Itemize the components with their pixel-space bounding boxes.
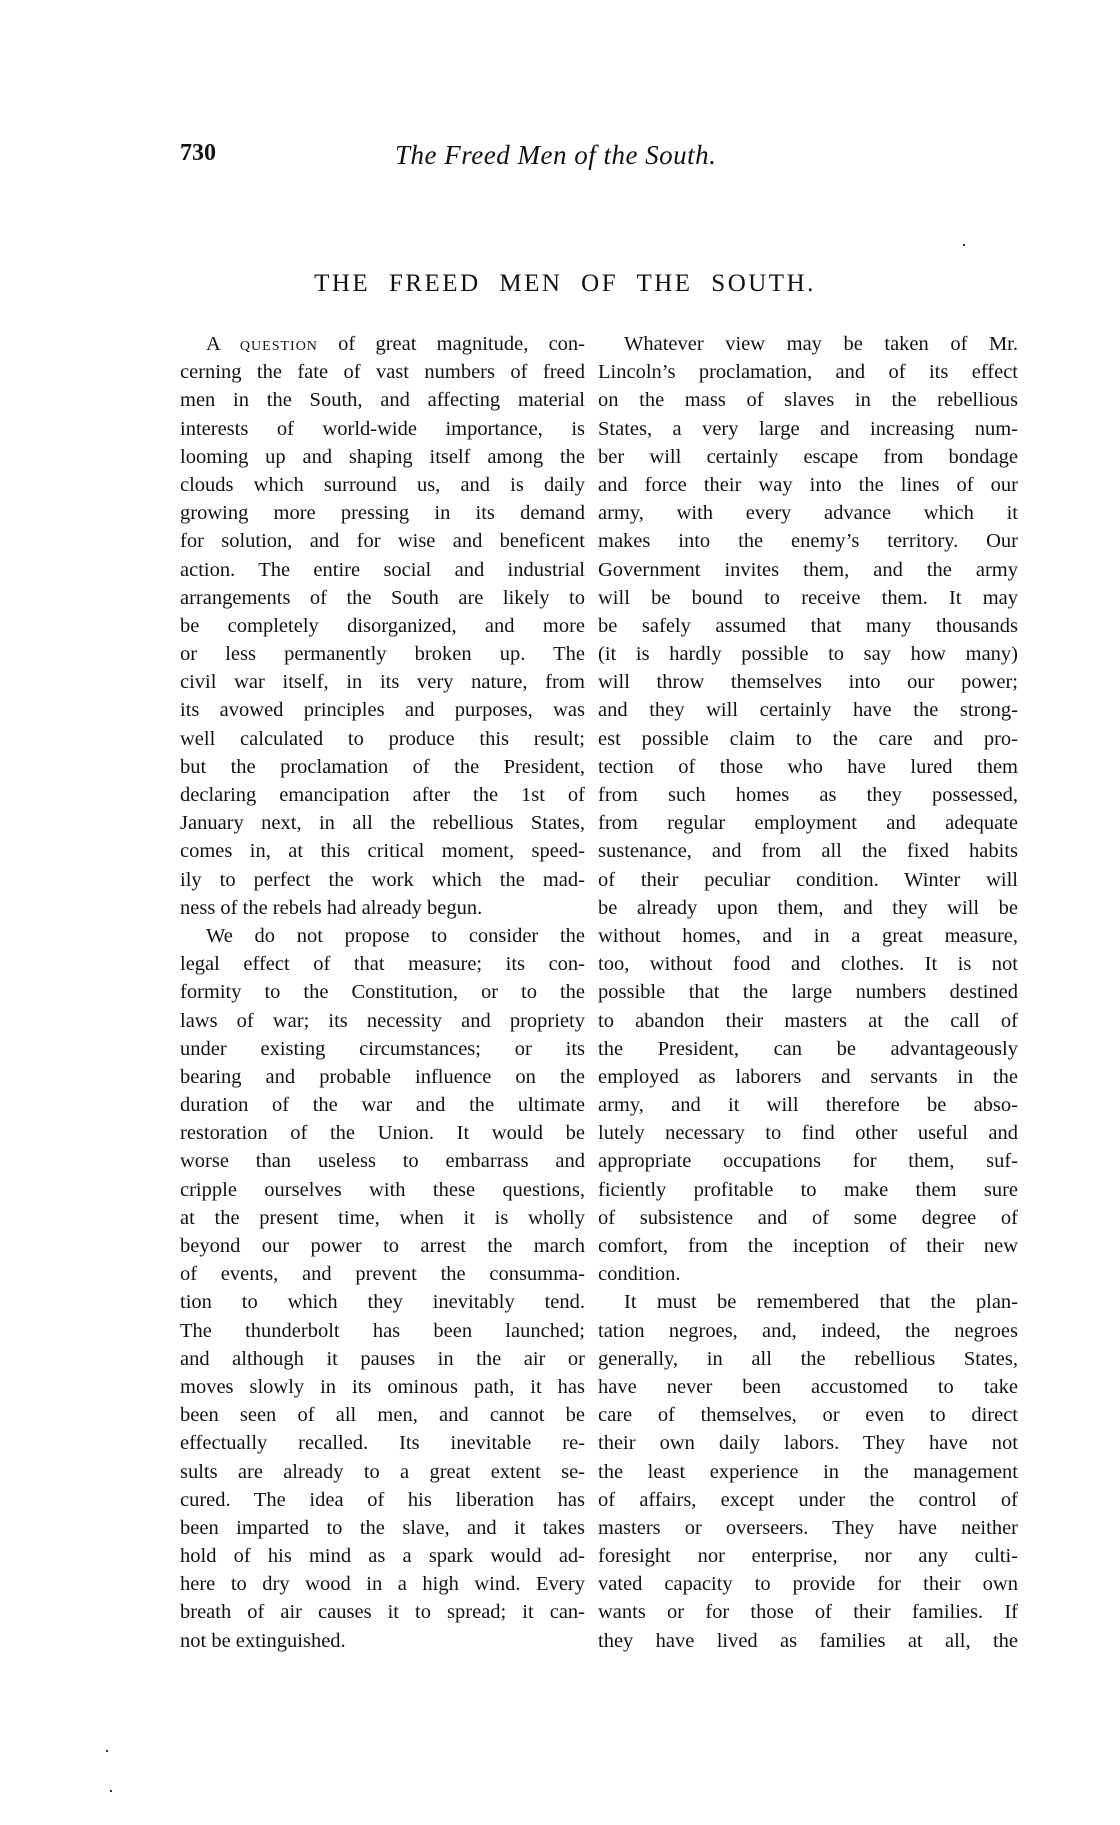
text-line: been imparted to the slave, and it takes xyxy=(180,1516,585,1539)
text-line: cerning the fate of vast numbers of freed xyxy=(180,361,585,384)
text-line: interests of world-wide importance, is xyxy=(180,417,585,440)
line-text: of great magnitude, con- xyxy=(317,333,585,355)
text-line: declaring emancipation after the 1st of xyxy=(180,784,585,806)
text-line: laws of war; its necessity and propriety xyxy=(180,1009,585,1032)
text-line: makes into the enemy’s territory. Our xyxy=(598,530,1018,553)
text-line: or less permanently broken up. The xyxy=(180,643,585,666)
text-line: cured. The idea of his liberation has xyxy=(180,1488,585,1511)
text-line: civil war itself, in its very nature, from xyxy=(180,671,585,694)
text-line: here to dry wood in a high wind. Every xyxy=(180,1573,585,1596)
text-line: We do not propose to consider the xyxy=(206,924,585,947)
text-line: and force their way into the lines of our xyxy=(598,473,1018,496)
article-title: THE FREED MEN OF THE SOUTH. xyxy=(314,270,816,297)
text-line: cripple ourselves with these questions, xyxy=(180,1178,585,1201)
text-line: on the mass of slaves in the rebellious xyxy=(598,389,1018,412)
text-line: and although it pauses in the air or xyxy=(180,1347,585,1370)
text-line: (it is hardly possible to say how many) xyxy=(598,643,1018,666)
text-line: States, a very large and increasing num- xyxy=(598,417,1018,440)
text-line: wants or for those of their families. If xyxy=(598,1601,1018,1624)
text-line: appropriate occupations for them, suf- xyxy=(598,1150,1018,1173)
text-line: care of themselves, or even to direct xyxy=(598,1404,1018,1427)
text-line: It must be remembered that the plan- xyxy=(624,1291,1018,1314)
text-line: from regular employment and adequate xyxy=(598,812,1018,835)
text-line: at the present time, when it is wholly xyxy=(180,1206,585,1229)
text-line: be safely assumed that many thousands xyxy=(598,614,1018,637)
text-line: sustenance, and from all the fixed habits xyxy=(598,840,1018,863)
text-line: to abandon their masters at the call of xyxy=(598,1009,1018,1032)
text-line: arrangements of the South are likely to xyxy=(180,586,585,609)
text-line: The thunderbolt has been launched; xyxy=(180,1319,585,1342)
print-speck xyxy=(963,244,965,246)
text-line: ficiently profitable to make them sure xyxy=(598,1178,1018,1201)
text-line: condition. xyxy=(598,1263,681,1286)
text-line: foresight nor enterprise, nor any culti- xyxy=(598,1545,1018,1568)
text-line: of affairs, except under the control of xyxy=(598,1488,1018,1511)
text-line: the least experience in the management xyxy=(598,1460,1018,1483)
text-line xyxy=(180,330,585,358)
text-line: for solution, and for wise and beneficent xyxy=(180,530,585,553)
text-line: beyond our power to arrest the march xyxy=(180,1235,585,1257)
text-line: moves slowly in its ominous path, it has xyxy=(180,1375,585,1398)
text-line: clouds which surround us, and is daily xyxy=(180,473,585,496)
text-line: ily to perfect the work which the mad- xyxy=(180,868,585,891)
text-line: men in the South, and affecting material xyxy=(180,389,585,412)
text-line: formity to the Constitution, or to the xyxy=(180,981,585,1004)
text-line: comfort, from the inception of their new xyxy=(598,1235,1018,1257)
text-line: will be bound to receive them. It may xyxy=(598,586,1018,609)
text-line: masters or overseers. They have neither xyxy=(598,1516,1018,1539)
text-line: well calculated to produce this result; xyxy=(180,727,585,750)
text-line: worse than useless to embarrass and xyxy=(180,1150,585,1173)
text-line: action. The entire social and industrial xyxy=(180,558,585,581)
text-line: looming up and shaping itself among the xyxy=(180,445,585,468)
text-line: Government invites them, and the army xyxy=(598,558,1018,581)
text-line: ness of the rebels had already begun. xyxy=(180,896,483,919)
text-line: employed as laborers and servants in the xyxy=(598,1065,1018,1088)
text-line: est possible claim to the care and pro- xyxy=(598,727,1018,750)
print-speck xyxy=(110,1790,112,1792)
text-line: under existing circumstances; or its xyxy=(180,1037,585,1060)
text-line: tection of those who have lured them xyxy=(598,755,1018,778)
text-line: and they will certainly have the strong- xyxy=(598,699,1018,722)
text-line: will throw themselves into our power; xyxy=(598,671,1018,694)
right-column xyxy=(598,330,1018,1655)
text-line: possible that the large numbers destined xyxy=(598,981,1018,1004)
left-column xyxy=(180,330,585,1655)
text-line: January next, in all the rebellious States, xyxy=(180,812,585,835)
text-line: effectually recalled. Its inevitable re- xyxy=(180,1432,585,1455)
text-line: but the proclamation of the President, xyxy=(180,755,585,778)
text-line: too, without food and clothes. It is not xyxy=(598,953,1018,976)
text-line: sults are already to a great extent se- xyxy=(180,1460,585,1483)
text-line: comes in, at this critical moment, speed- xyxy=(180,840,585,863)
text-line: of events, and prevent the consumma- xyxy=(180,1263,585,1286)
text-line: be completely disorganized, and more xyxy=(180,614,585,637)
print-speck xyxy=(106,1750,108,1752)
text-line: without homes, and in a great measure, xyxy=(598,924,1018,947)
text-line: the President, can be advantageously xyxy=(598,1037,1018,1060)
text-line: be already upon them, and they will be xyxy=(598,896,1018,919)
text-line: been seen of all men, and cannot be xyxy=(180,1404,585,1427)
text-line: Whatever view may be taken of Mr. xyxy=(624,333,1018,355)
text-line: ber will certainly escape from bondage xyxy=(598,445,1018,468)
text-line: army, and it will therefore be abso- xyxy=(598,1094,1018,1117)
text-line: breath of air causes it to spread; it can- xyxy=(180,1601,585,1624)
text-line: legal effect of that measure; its con- xyxy=(180,953,585,976)
text-line: not be extinguished. xyxy=(180,1629,346,1652)
dropcap-letter: A xyxy=(206,333,240,355)
text-line: generally, in all the rebellious States, xyxy=(598,1347,1018,1370)
text-line: its avowed principles and purposes, was xyxy=(180,699,585,722)
text-line: growing more pressing in its demand xyxy=(180,502,585,525)
text-line: have never been accustomed to take xyxy=(598,1375,1018,1398)
text-line: bearing and probable influence on the xyxy=(180,1065,585,1088)
text-line: army, with every advance which it xyxy=(598,502,1018,525)
smallcaps-word: question xyxy=(239,333,318,355)
text-line: they have lived as families at all, the xyxy=(598,1629,1018,1652)
text-line: tation negroes, and, indeed, the negroes xyxy=(598,1319,1018,1342)
text-line: tion to which they inevitably tend. xyxy=(180,1291,585,1314)
text-line: from such homes as they possessed, xyxy=(598,784,1018,806)
text-line: duration of the war and the ultimate xyxy=(180,1094,585,1117)
running-title: The Freed Men of the South. xyxy=(395,140,717,170)
text-line: lutely necessary to find other useful and xyxy=(598,1122,1018,1145)
text-line: of subsistence and of some degree of xyxy=(598,1206,1018,1229)
page-number: 730 xyxy=(180,140,216,166)
text-line: hold of his mind as a spark would ad- xyxy=(180,1545,585,1568)
running-header xyxy=(180,140,980,174)
text-line: of their peculiar condition. Winter will xyxy=(598,868,1018,891)
text-line: Lincoln’s proclamation, and of its effect xyxy=(598,361,1018,384)
text-line: restoration of the Union. It would be xyxy=(180,1122,585,1145)
text-line: their own daily labors. They have not xyxy=(598,1432,1018,1455)
text-line: vated capacity to provide for their own xyxy=(598,1573,1018,1596)
